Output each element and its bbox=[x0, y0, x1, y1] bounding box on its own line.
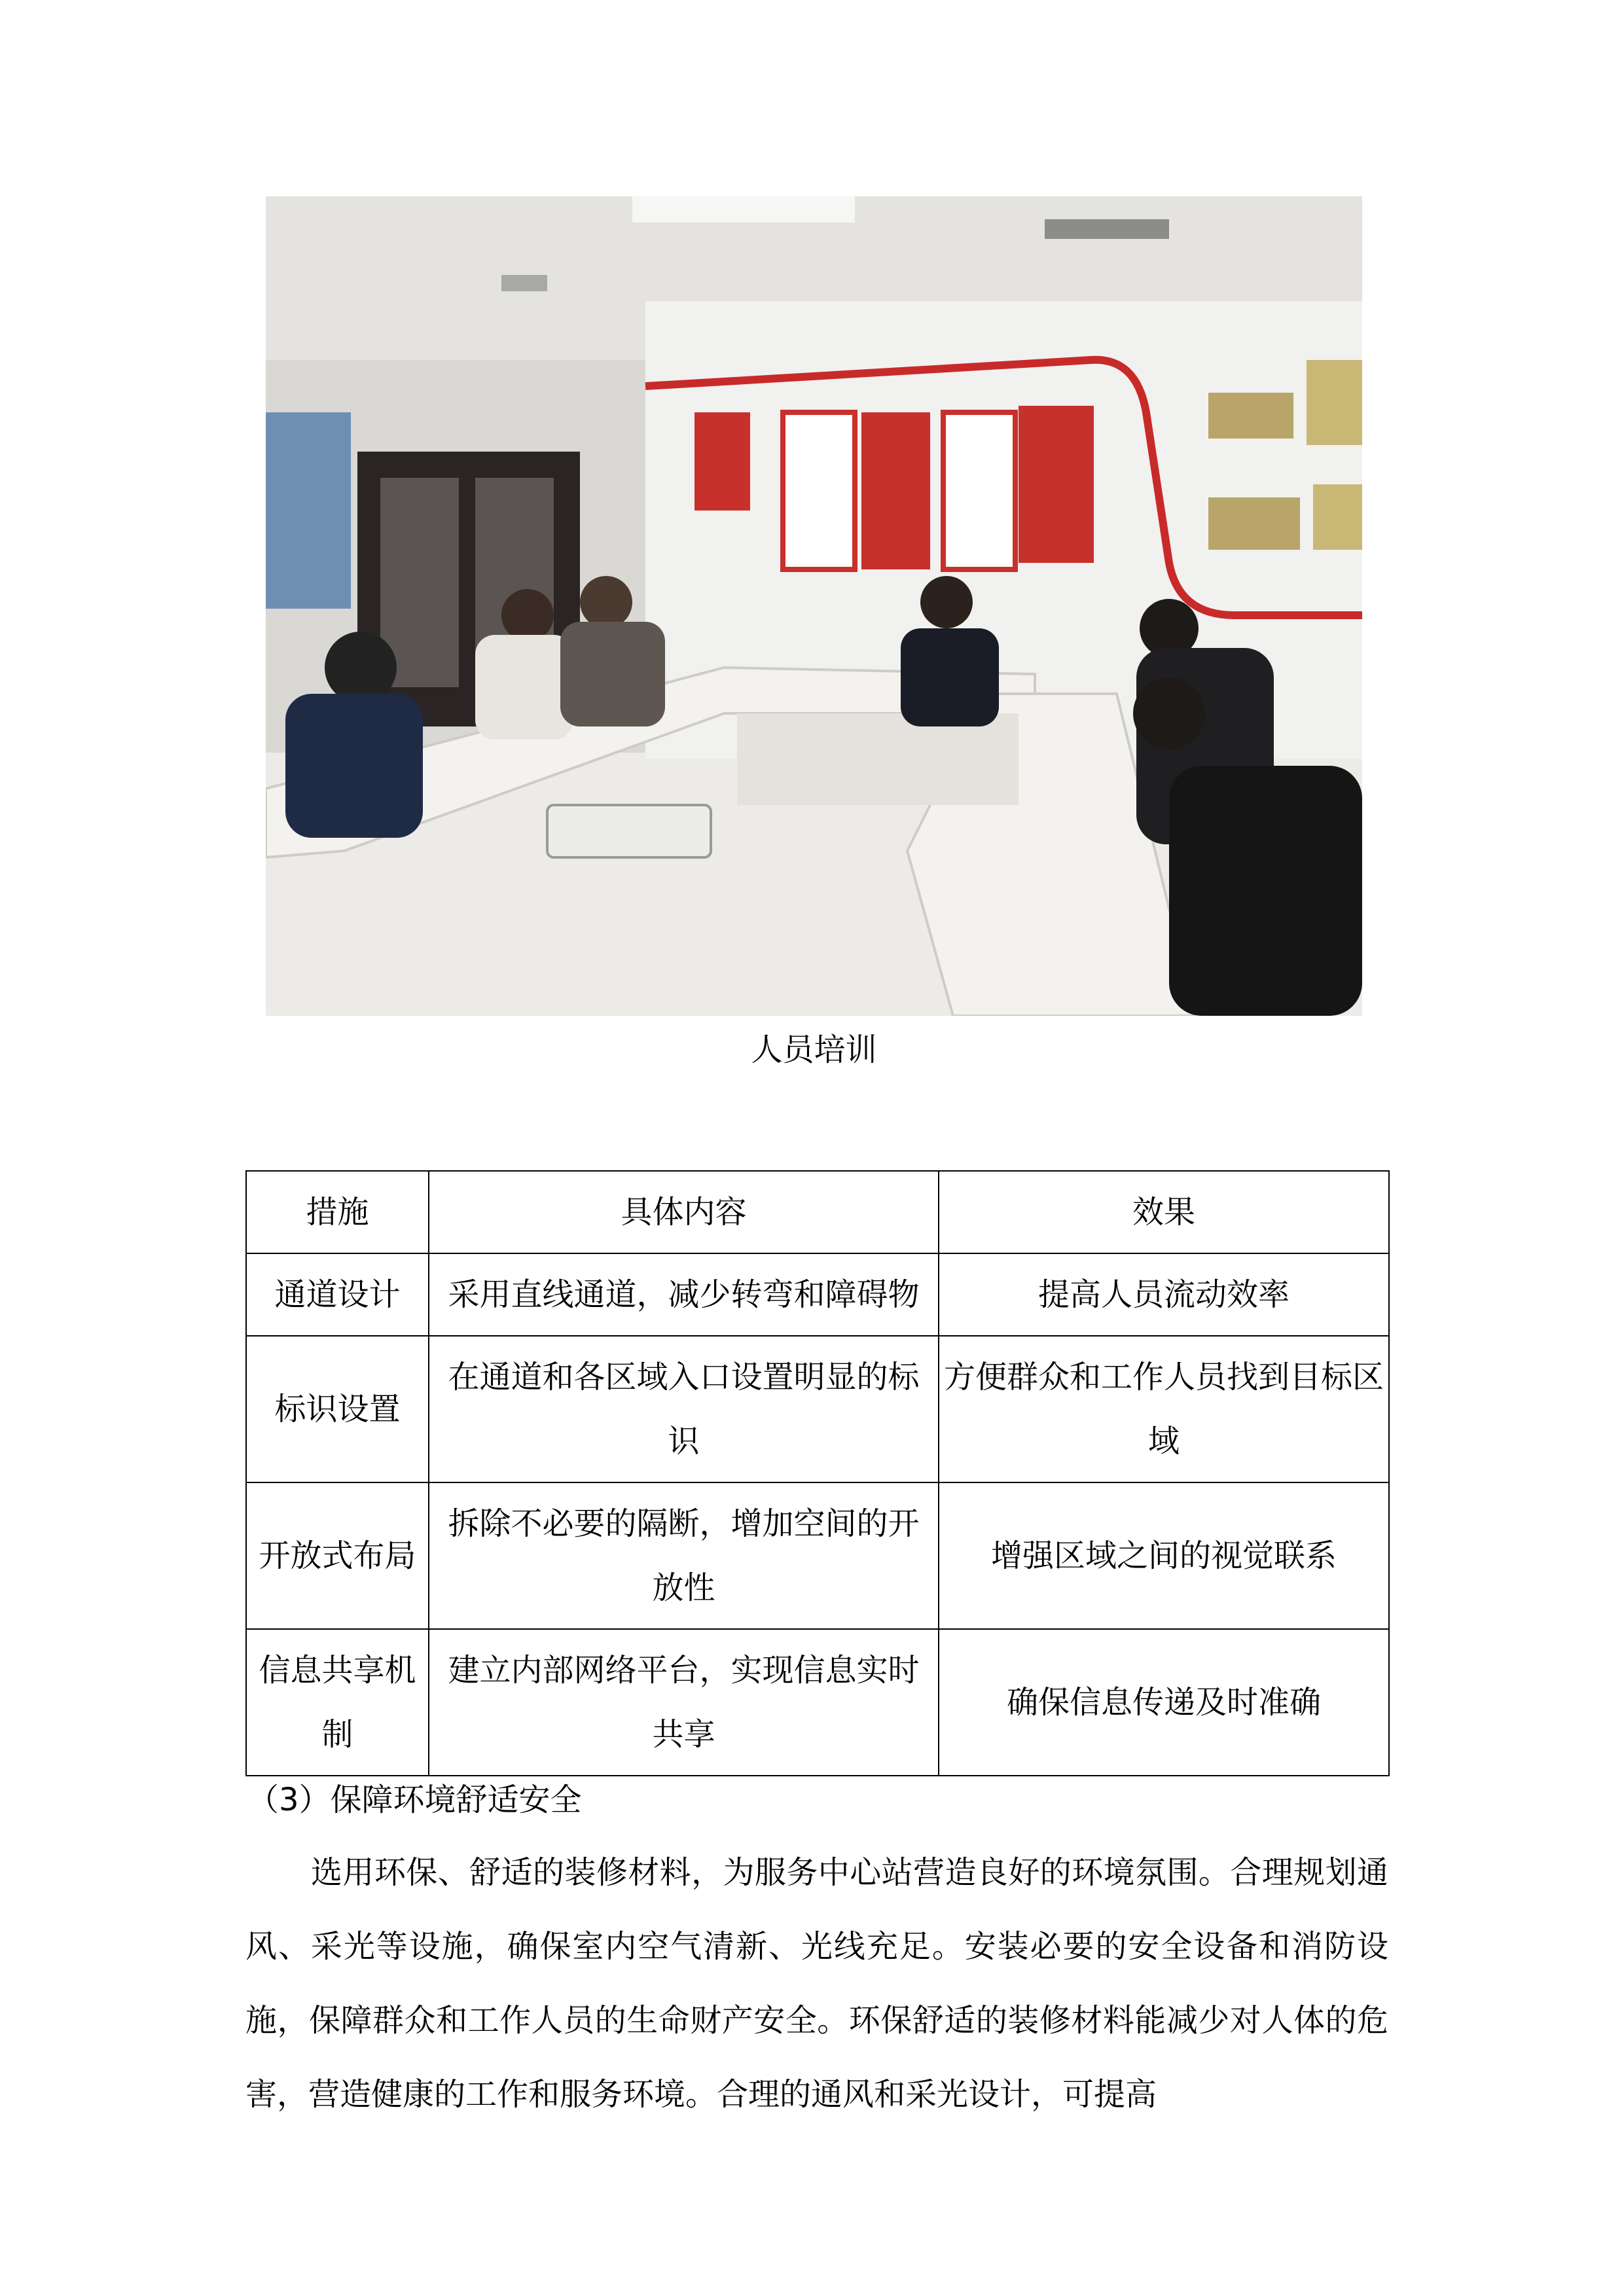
body-paragraph: 选用环保、舒适的装修材料，为服务中心站营造良好的环境氛围。合理规划通风、采光等设施，确保室内空气清新、光线充足。安装必要的安全设备和消防设施，保障群众和工作人员的生命财产安全。环保舒适的装修材料能减少对人体的危害，营造健康的工作和服务环境。合理的通风和采光设计，可提高 bbox=[245, 1854, 1388, 2113]
content-cell: 在通道和各区域入口设置明显的标识 bbox=[429, 1336, 939, 1482]
effect-cell: 提高人员流动效率 bbox=[939, 1253, 1389, 1336]
table-row bbox=[246, 1629, 1389, 1776]
effect-cell: 方便群众和工作人员找到目标区域 bbox=[939, 1336, 1389, 1482]
measures-table bbox=[245, 1170, 1390, 1776]
measure-cell: 开放式布局 bbox=[246, 1482, 429, 1629]
header-measure: 措施 bbox=[246, 1171, 429, 1253]
header-content: 具体内容 bbox=[429, 1171, 939, 1253]
effect-cell: 增强区域之间的视觉联系 bbox=[939, 1482, 1389, 1629]
figure-caption: 人员培训 bbox=[751, 1031, 877, 1068]
measure-cell: 标识设置 bbox=[246, 1336, 429, 1482]
effect-cell: 确保信息传递及时准确 bbox=[939, 1629, 1389, 1776]
training-photo-illustration bbox=[266, 196, 1362, 1016]
measure-cell: 通道设计 bbox=[246, 1253, 429, 1336]
table-row bbox=[246, 1253, 1389, 1336]
content-cell: 采用直线通道，减少转弯和障碍物 bbox=[429, 1253, 939, 1336]
content-cell: 建立内部网络平台，实现信息实时共享 bbox=[429, 1629, 939, 1776]
table-header-row bbox=[246, 1171, 1389, 1253]
section-heading: （3）保障环境舒适安全 bbox=[247, 1782, 582, 1818]
table-row bbox=[246, 1482, 1389, 1629]
measure-cell: 信息共享机制 bbox=[246, 1629, 429, 1776]
content-cell: 拆除不必要的隔断，增加空间的开放性 bbox=[429, 1482, 939, 1629]
training-photo bbox=[266, 196, 1362, 1016]
header-effect: 效果 bbox=[939, 1171, 1389, 1253]
table-row bbox=[246, 1336, 1389, 1482]
